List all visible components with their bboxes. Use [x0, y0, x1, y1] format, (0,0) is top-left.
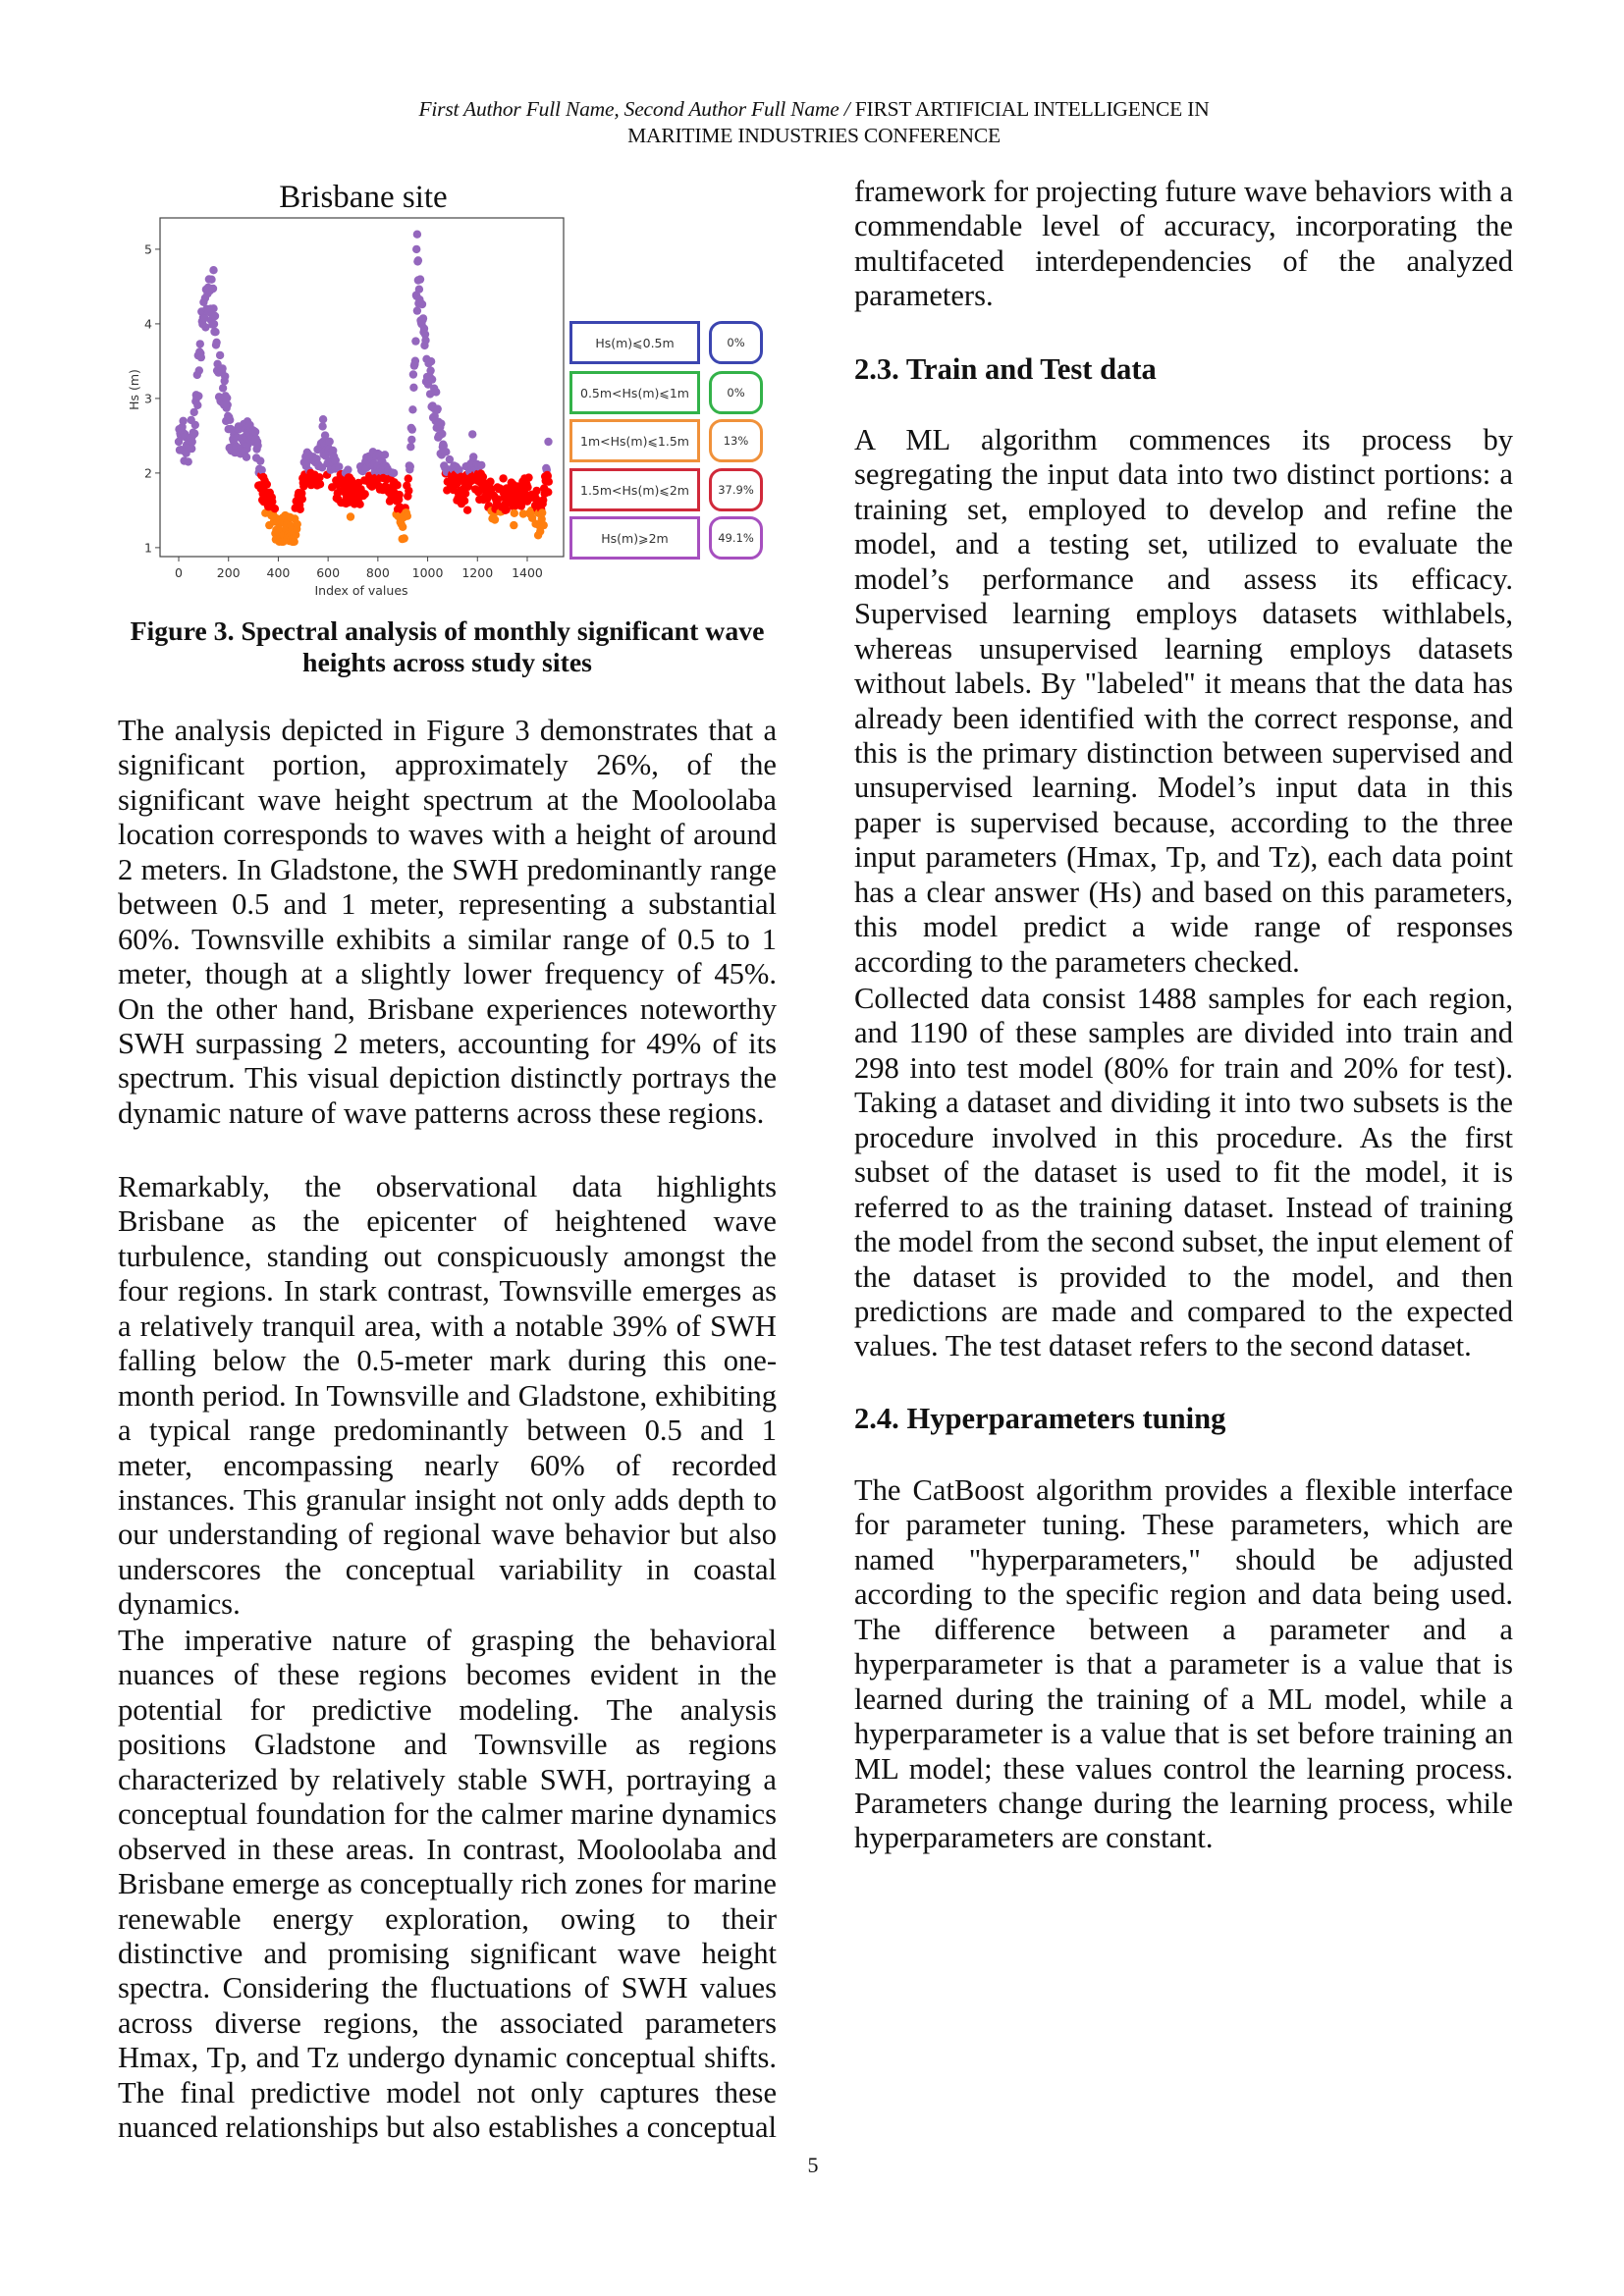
y-axis-label: Hs (m) [127, 369, 141, 410]
data-point [405, 474, 412, 482]
data-point [326, 438, 334, 446]
data-point [209, 304, 217, 312]
legend-percent-text: 0% [727, 386, 745, 400]
data-point [256, 456, 264, 464]
legend-label-text: Hs(m)⩽0.5m [595, 335, 675, 350]
data-point [218, 364, 226, 372]
data-point [415, 286, 423, 294]
data-point [224, 400, 232, 408]
x-axis-label: Index of values [314, 583, 408, 598]
legend-percent-hs-1-5-to-2 [709, 468, 763, 511]
data-point [426, 366, 434, 374]
data-point [211, 328, 219, 336]
data-point [318, 422, 326, 430]
data-point [194, 392, 202, 400]
data-point [434, 404, 442, 412]
data-point [390, 469, 398, 477]
data-point [219, 384, 227, 392]
data-point [524, 473, 532, 481]
data-point [409, 370, 417, 378]
data-point [253, 442, 261, 450]
x-tick-label: 0 [175, 565, 183, 580]
x-tick-label: 400 [266, 565, 291, 580]
data-point [347, 512, 354, 520]
data-point [438, 430, 446, 438]
data-point-peak [413, 231, 421, 239]
data-point [427, 357, 435, 365]
data-point [406, 443, 414, 451]
data-point [469, 453, 477, 460]
section-heading-hyperparameters: 2.4. Hyperparameters tuning [854, 1402, 1226, 1435]
chart-title: Brisbane site [279, 180, 448, 215]
data-point [401, 534, 408, 542]
x-tick-label: 1200 [461, 565, 494, 580]
data-point [361, 490, 369, 498]
data-point [416, 275, 424, 283]
legend-percent-hs-ge-2 [709, 516, 763, 560]
data-point [540, 521, 548, 529]
data-point [243, 454, 250, 461]
data-point-peak [412, 245, 420, 253]
data-point [486, 478, 494, 486]
data-point [197, 353, 205, 361]
data-point-peak [544, 438, 552, 446]
legend-label-hs-0-5-to-1 [569, 371, 700, 414]
data-point [298, 495, 306, 503]
data-point [408, 425, 416, 433]
data-point [463, 507, 471, 514]
data-point [477, 461, 485, 469]
running-header-line-1 [0, 96, 1624, 123]
data-point [460, 497, 468, 505]
data-point [399, 523, 406, 531]
data-point [491, 515, 499, 523]
data-point [538, 508, 546, 516]
data-point [411, 337, 419, 345]
legend-label-hs-le-0-5 [569, 321, 700, 364]
data-point [413, 306, 421, 314]
data-point [196, 340, 204, 347]
legend-label-text: 0.5m<Hs(m)⩽1m [580, 385, 689, 400]
legend-label-hs-1-5-to-2 [569, 468, 700, 511]
data-point [421, 337, 429, 345]
legend-label-text: Hs(m)⩾2m [601, 530, 669, 546]
data-point [291, 538, 298, 546]
paragraph-observational-data: Remarkably, the observational data highlights Brisbane as the epicenter of heightened wave turbulence, standing out conspicuously amongst the four regions. In stark contrast, Townsville emerges as a relatively tranquil area, with a notable 39% of SWH falling below the 0.5-meter mark during this one-month period. In Townsville and Gladstone, exhibiting a typical range predominantly between 0.5 and 1 meter, encompassing nearly 60% of recorded instances. This granular insight not only adds depth to our understanding of regional wave behavior but also underscores the conceptual variability in coastal dynamics. [118, 1170, 777, 1622]
legend-label-text: 1m<Hs(m)⩽1.5m [580, 433, 689, 449]
legend-percent-hs-le-0-5 [709, 321, 763, 364]
data-point-peak [468, 430, 476, 438]
paragraph-collected-data: Collected data consist 1488 samples for each region, and 1190 of these samples are divided into train and 298 into test model (80% for train and 20% for test). Taking a dataset and dividing it into two subsets is the procedure involved in this procedure. As the first subset of the dataset is used to fit the model, it is referred to as the training dataset. Instead of training the model from the second subset, the input element of the dataset is provided to the model, and then predictions are made and compared to the expected values. The test dataset refers to the second dataset. [854, 982, 1513, 1363]
legend-percent-hs-1-to-1-5 [709, 419, 763, 462]
paragraph-catboost: The CatBoost algorithm provides a flexible interface for parameter tuning. These parameters, which are named "hyperparameters," should be adjusted according to the specific region and data being used. The difference between a parameter and a hyperparameter is that a parameter is a value that is learned during the training of a ML model, while a hyperparameter is a value that is set before training an ML model; these values control the learning process. Parameters change during the learning process, while hyperparameters are constant. [854, 1473, 1513, 1855]
legend-percent-hs-0-5-to-1 [709, 371, 763, 414]
data-point [271, 505, 279, 512]
data-point [190, 429, 198, 437]
data-point [510, 521, 517, 529]
x-tick-label: 1000 [411, 565, 444, 580]
data-point [263, 480, 271, 488]
data-point [432, 388, 440, 396]
paragraph-continued: framework for projecting future wave behaviors with a commendable level of accuracy, incorporating the multifaceted interdependencies of the analyzed parameters. [854, 175, 1513, 313]
data-point [411, 357, 419, 365]
data-point [190, 408, 198, 416]
legend-label-hs-ge-2 [569, 516, 700, 560]
data-point [523, 483, 531, 491]
header-authors: First Author Full Name, Second Author Full Name / [418, 97, 850, 121]
data-point [297, 506, 304, 513]
data-point [545, 478, 553, 486]
x-tick-label: 600 [316, 565, 341, 580]
paragraph-ml-algorithm: A ML algorithm commences its process by segregating the input data into two distinct portions: a training set, employed to develop and refine the model, and a testing set, utilized to evaluate the model’s performance and assess its efficacy. Supervised learning employs datasets withlabels, whereas unsupervised learning employs datasets without labels. By "labeled" it means that the data has already been identified with the correct response, and this is the primary distinction between supervised and unsupervised learning. Model’s input data in this paper is supervised because, according to the three input parameters (Hmax, Tp, and Tz), each data point has a clear answer (Hs) and based on this parameters, this model predict a wide range of responses according to the parameters checked. [854, 423, 1513, 979]
data-point [511, 509, 518, 517]
figure-3-chart [108, 167, 785, 609]
data-point [408, 405, 416, 413]
data-point [381, 451, 389, 458]
page-number: 5 [807, 2153, 819, 2177]
paragraph-spectral-analysis: The analysis depicted in Figure 3 demonstrates that a significant portion, approximately 26%, of the significant wave height spectrum at the Mooloolaba location corresponds to waves with a height of around 2 meters. In Gladstone, the SWH predominantly range between 0.5 and 1 meter, representing a substantial 60%. Townsville exhibits a similar range of 0.5 to 1 meter, though at a slightly lower frequency of 45%. On the other hand, Brisbane experiences noteworthy SWH surpassing 2 meters, accounting for 49% of its spectrum. This visual depiction distinctly portrays the dynamic nature of wave patterns across these regions. [118, 714, 777, 1130]
data-point [207, 276, 215, 284]
data-point-peak [209, 266, 217, 274]
data-point [294, 520, 301, 528]
data-point [316, 480, 324, 488]
data-point [258, 466, 266, 474]
data-point [406, 462, 414, 470]
data-point-peak [414, 256, 422, 264]
data-point [212, 339, 220, 347]
data-point [437, 419, 445, 427]
header-conference-title-line-2: MARITIME INDUSTRIES CONFERENCE [627, 124, 1001, 147]
legend-label-text: 1.5m<Hs(m)⩽2m [580, 482, 689, 498]
data-point [419, 314, 427, 322]
legend-label-hs-1-to-1-5 [569, 419, 700, 462]
x-tick-label: 200 [216, 565, 241, 580]
data-point [532, 487, 540, 495]
data-point [407, 436, 415, 444]
section-heading-train-test: 2.3. Train and Test data [854, 352, 1157, 386]
data-point [499, 474, 507, 482]
data-point [355, 501, 363, 508]
data-point [396, 491, 404, 499]
data-point [442, 448, 450, 455]
y-tick-label: 5 [144, 241, 152, 257]
legend-percent-text: 0% [727, 336, 745, 349]
y-tick-label: 1 [144, 540, 152, 556]
data-point [195, 366, 203, 374]
data-point [404, 512, 411, 520]
data-point [428, 375, 436, 383]
data-point [344, 465, 352, 473]
y-tick-label: 4 [144, 316, 152, 332]
data-point [221, 372, 229, 380]
y-tick-label: 2 [144, 465, 152, 481]
data-point [216, 351, 224, 359]
legend-percent-text: 37.9% [718, 483, 754, 497]
x-tick-label: 800 [365, 565, 390, 580]
y-tick-label: 3 [144, 391, 152, 406]
data-point [209, 285, 217, 293]
data-point [211, 312, 219, 320]
running-header [0, 96, 1624, 149]
x-tick-label: 1400 [512, 565, 543, 580]
data-point [185, 457, 192, 465]
data-point [191, 421, 199, 429]
paragraph-predictive-modeling: The imperative nature of grasping the behavioral nuances of these regions becomes evident in the potential for predictive modeling. The analysis positions Gladstone and Townsville as regions characterized by relatively stable SWH, portraying a conceptual foundation for the calmer marine dynamics observed in these areas. In contrast, Mooloolaba and Brisbane emerge as conceptually rich zones for marine renewable energy exploration, owing to their distinctive and promising significant wave height spectra. Considering the fluctuations of SWH values across diverse regions, the associated parameters Hmax, Tp, and Tz undergo dynamic conceptual shifts. The final predictive model not only captures these nuanced relationships but also establishes a conceptual [118, 1624, 777, 2145]
legend-percent-text: 13% [723, 434, 749, 448]
data-point [335, 462, 343, 470]
data-point [409, 384, 417, 392]
data-point [393, 481, 401, 489]
header-conference-title: FIRST ARTIFICIAL INTELLIGENCE IN [854, 97, 1210, 121]
data-point [405, 487, 412, 495]
data-point [544, 488, 552, 496]
data-point [418, 300, 426, 308]
data-point [226, 416, 234, 424]
data-point [210, 320, 218, 328]
legend-percent-text: 49.1% [718, 531, 754, 545]
figure-caption: Figure 3. Spectral analysis of monthly significant wave heights across study sites [130, 616, 765, 678]
data-point-peak [319, 415, 327, 423]
data-point [193, 401, 201, 409]
data-point [179, 417, 187, 425]
